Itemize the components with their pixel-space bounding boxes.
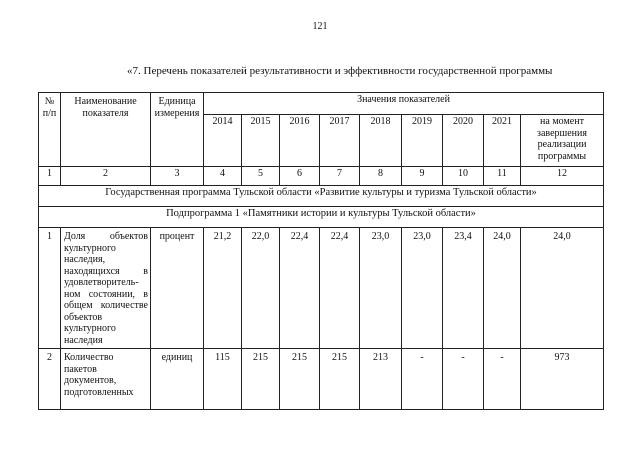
row-value: 23,0 bbox=[402, 228, 443, 349]
row-num: 2 bbox=[39, 349, 61, 410]
row-value: 215 bbox=[320, 349, 360, 410]
header-unit: Единица измерения bbox=[151, 93, 204, 167]
header-year: 2018 bbox=[360, 115, 402, 167]
row-name: Доля объектов культурного наследия, находящихся в удовлетворитель-ном состоянии, в общем количестве объектов культурного наследия bbox=[61, 228, 151, 349]
row-value: 21,2 bbox=[204, 228, 242, 349]
header-year: 2015 bbox=[242, 115, 280, 167]
column-number: 6 bbox=[280, 167, 320, 186]
row-value: 22,4 bbox=[280, 228, 320, 349]
row-value: 24,0 bbox=[484, 228, 521, 349]
page-number: 121 bbox=[312, 21, 328, 32]
row-num: 1 bbox=[39, 228, 61, 349]
row-value: - bbox=[484, 349, 521, 410]
column-number: 8 bbox=[360, 167, 402, 186]
row-value: 23,4 bbox=[443, 228, 484, 349]
row-value: - bbox=[402, 349, 443, 410]
header-name: Наименование показателя bbox=[61, 93, 151, 167]
table-row bbox=[39, 228, 604, 349]
header-final: на момент завершения реализации программы bbox=[521, 115, 604, 167]
row-value: 213 bbox=[360, 349, 402, 410]
column-number: 12 bbox=[521, 167, 604, 186]
indicators-table bbox=[38, 92, 604, 410]
column-number: 9 bbox=[402, 167, 443, 186]
header-year: 2014 bbox=[204, 115, 242, 167]
header-values-group: Значения показателей bbox=[204, 93, 604, 115]
row-value: - bbox=[443, 349, 484, 410]
table-row bbox=[39, 349, 604, 410]
header-year: 2016 bbox=[280, 115, 320, 167]
row-value: 215 bbox=[242, 349, 280, 410]
column-number: 2 bbox=[61, 167, 151, 186]
header-year: 2017 bbox=[320, 115, 360, 167]
column-number: 4 bbox=[204, 167, 242, 186]
header-year: 2019 bbox=[402, 115, 443, 167]
section-heading: «7. Перечень показателей результативности и эффективности государственной программы bbox=[127, 65, 553, 77]
row-unit: единиц bbox=[151, 349, 204, 410]
row-unit: процент bbox=[151, 228, 204, 349]
program-title: Государственная программа Тульской области «Развитие культуры и туризма Тульской области» bbox=[39, 186, 604, 207]
row-value: 215 bbox=[280, 349, 320, 410]
header-year: 2020 bbox=[443, 115, 484, 167]
row-final: 24,0 bbox=[521, 228, 604, 349]
column-number: 7 bbox=[320, 167, 360, 186]
row-value: 22,4 bbox=[320, 228, 360, 349]
column-number: 10 bbox=[443, 167, 484, 186]
column-number: 11 bbox=[484, 167, 521, 186]
row-value: 23,0 bbox=[360, 228, 402, 349]
row-value: 115 bbox=[204, 349, 242, 410]
column-number: 1 bbox=[39, 167, 61, 186]
column-number: 3 bbox=[151, 167, 204, 186]
row-name: Количество пакетов документов, подготовленных bbox=[61, 349, 151, 410]
row-final: 973 bbox=[521, 349, 604, 410]
subprogram-title: Подпрограмма 1 «Памятники истории и культуры Тульской области» bbox=[39, 207, 604, 228]
row-value: 22,0 bbox=[242, 228, 280, 349]
column-number: 5 bbox=[242, 167, 280, 186]
header-year: 2021 bbox=[484, 115, 521, 167]
header-num: № п/п bbox=[39, 93, 61, 167]
